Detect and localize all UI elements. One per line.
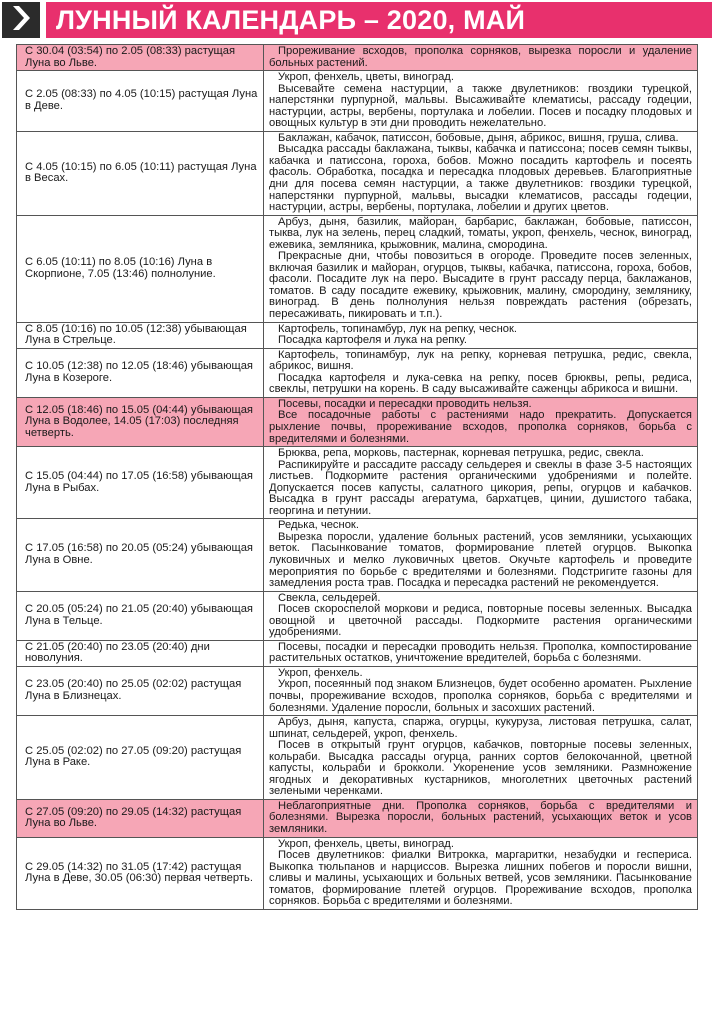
recommendation-paragraph: Посевы, посадки и пересадки проводить нельзя. xyxy=(278,397,532,410)
recommendation-paragraph: Свекла, сельдерей. xyxy=(278,591,381,604)
period-cell: С 12.05 (18:46) по 15.05 (04:44) убывающая Луна в Водолее, 14.05 (17:03) последняя четверть. xyxy=(17,397,264,446)
period-cell: С 17.05 (16:58) по 20.05 (05:24) убывающая Луна в Овне. xyxy=(17,519,264,591)
lunar-calendar-table xyxy=(16,44,698,910)
table-row xyxy=(17,447,698,519)
recommendation-paragraph: Картофель, топинамбур, лук на репку, чеснок. xyxy=(278,322,518,335)
recommendation-cell xyxy=(264,348,698,397)
recommendation-paragraph: Арбуз, дыня, капуста, спаржа, огурцы, кукуруза, листовая петрушка, салат, шпинат, сельдерей, укроп, фенхель. xyxy=(269,716,692,740)
recommendation-paragraph: Брюква, репа, морковь, пастернак, корневая петрушка, редис, свекла. xyxy=(278,447,644,460)
period-cell: С 15.05 (04:44) по 17.05 (16:58) убывающая Луна в Рыбах. xyxy=(17,447,264,519)
recommendation-cell xyxy=(264,666,698,715)
table-row xyxy=(17,348,698,397)
page-header xyxy=(0,0,714,40)
table-row xyxy=(17,71,698,132)
period-cell: С 4.05 (10:15) по 6.05 (10:11) растущая Луна в Весах. xyxy=(17,131,264,215)
recommendation-paragraph: Неблагоприятные дни. Прополка сорняков, борьба с вредителями и болезнями. Вырезка поросли, больных растений, усыхающих веток и усов земляники. xyxy=(269,799,692,835)
recommendation-cell xyxy=(264,591,698,640)
recommendation-cell xyxy=(264,397,698,446)
recommendation-paragraph: Посадка картофеля и лука на репку. xyxy=(278,334,467,347)
recommendation-cell xyxy=(264,837,698,909)
period-cell: С 27.05 (09:20) по 29.05 (14:32) растущая Луна во Льве. xyxy=(17,799,264,837)
recommendation-cell xyxy=(264,322,698,348)
recommendation-paragraph: Укроп, посеянный под знаком Близнецов, будет особенно ароматен. Рыхление почвы, прореживание всходов, прополка сорняков, борьба с вредителями и болезнями. Удаление поросли, больных и засохших растений. xyxy=(269,678,692,714)
recommendation-cell xyxy=(264,799,698,837)
recommendation-cell xyxy=(264,640,698,666)
recommendation-paragraph: Все посадочные работы с растениями надо прекратить. Допускается рыхление почвы, прореживание всходов, прополка сорняков, борьба с вредителями и болезнями. xyxy=(269,409,692,445)
table-row xyxy=(17,837,698,909)
chevron-badge xyxy=(2,2,40,38)
recommendation-paragraph: Посев двулетников: фиалки Витрокка, маргаритки, незабудки и геспериса. Выкопка тюльпанов и нарциссов. Вырезка лишних побегов и поросли вишни, сливы и малины, усыхающих и больных ветвей, усов земляники. Пасынкование томатов, формирование плетей огурцов. Прореживание всходов, прополка сорняков. Борьба с вредителями и болезнями. xyxy=(269,849,692,908)
recommendation-paragraph: Укроп, фенхель, цветы, виноград. xyxy=(278,71,454,84)
recommendation-cell xyxy=(264,71,698,132)
recommendation-cell xyxy=(264,447,698,519)
period-cell: С 20.05 (05:24) по 21.05 (20:40) убывающая Луна в Тельце. xyxy=(17,591,264,640)
recommendation-paragraph: Высевайте семена настурции, а также двулетников: гвоздики турецкой, наперстянки пурпурной, мальвы. Высаживайте клематисы, рассаду годеции, настурции, астры, вербены, портулака и лобелии. Посев и посадку плодовых и овощных культур в эти дни проводить нежелательно. xyxy=(269,82,692,130)
recommendation-cell xyxy=(264,215,698,322)
table-row xyxy=(17,519,698,591)
table-row xyxy=(17,397,698,446)
recommendation-paragraph: Прекрасные дни, чтобы повозиться в огороде. Проведите посев зеленных, включая базилик и майоран, огурцов, тыквы, кабачка, патиссона, гороха, бобов, фасоли. Посадите лук на перо. Высадите в грунт рассаду перца, баклажанов, томатов. В саду посадите ежевику, крыжовник, малину, смородину, землянику, виноград. В день полнолуния нельзя повреждать растения (обрезать, пересаживать, пикировать и т.п.). xyxy=(269,250,692,321)
table-row xyxy=(17,215,698,322)
period-cell: С 21.05 (20:40) по 23.05 (20:40) дни новолуния. xyxy=(17,640,264,666)
table-row xyxy=(17,45,698,71)
recommendation-paragraph: Распикируйте и рассадите рассаду сельдерея и свеклы в фазе 3-5 настоящих листьев. Подкормите растения органическими удобрениями и полейте. Допускается посев капусты, салатного цикория, репы, огурцов и кабачков. Высадка в грунт рассады агератума, бархатцев, цинии, душистого табака, георгина и петунии. xyxy=(269,458,692,517)
period-cell: С 30.04 (03:54) по 2.05 (08:33) растущая Луна во Льве. xyxy=(17,45,264,71)
title-bar xyxy=(46,2,712,38)
period-cell: С 10.05 (12:38) по 12.05 (18:46) убывающая Луна в Козероге. xyxy=(17,348,264,397)
period-cell: С 25.05 (02:02) по 27.05 (09:20) растущая Луна в Раке. xyxy=(17,716,264,800)
period-cell: С 2.05 (08:33) по 4.05 (10:15) растущая Луна в Деве. xyxy=(17,71,264,132)
recommendation-paragraph: Вырезка поросли, удаление больных растений, усов земляники, усыхающих веток. Пасынкование томатов, формирование плетей огурцов. Выкопка луковичных и мелко луковичных цветов. Окучьте картофель и проведите мероприятия по борьбе с вредителями и болезнями. Подстригите газоны для замедления роста трав. Посадка и пересадка растений не рекомендуется. xyxy=(269,530,692,590)
recommendation-paragraph: Посевы, посадки и пересадки проводить нельзя. Прополка, компостирование растительных остатков, уничтожение вредителей, борьба с болезнями. xyxy=(269,640,692,665)
recommendation-paragraph: Посев в открытый грунт огурцов, кабачков, повторные посевы зеленных, кольраби. Высадка рассады огурца, ранних сортов белокочанной, цветной капусты, кольраби и брокколи. Укоренение усов земляники. Размножение ягодных и декоративных кустарников, многолетних цветочных растений зелеными черенками. xyxy=(269,739,692,798)
recommendation-paragraph: Прореживание всходов, прополка сорняков, вырезка поросли и удаление больных растений. xyxy=(269,45,692,69)
table-row xyxy=(17,666,698,715)
recommendation-paragraph: Укроп, фенхель. xyxy=(278,666,363,679)
period-cell: С 8.05 (10:16) по 10.05 (12:38) убывающая Луна в Стрельце. xyxy=(17,322,264,348)
recommendation-cell xyxy=(264,716,698,800)
table-row xyxy=(17,640,698,666)
recommendation-cell xyxy=(264,519,698,591)
table-row xyxy=(17,799,698,837)
table-row xyxy=(17,322,698,348)
period-cell: С 29.05 (14:32) по 31.05 (17:42) растущая Луна в Деве, 30.05 (06:30) первая четверть. xyxy=(17,837,264,909)
table-row xyxy=(17,591,698,640)
recommendation-paragraph: Высадка рассады баклажана, тыквы, кабачка и патиссона; посев семян тыквы, кабачка и патиссона, гороха, бобов. Можно посадить картофель и посеять фасоль. Обработка, посадка и пересадка плодовых деревьев. Благоприятные дни для посева семян настурции, а также двулетников: гвоздики турецкой, наперстянки пурпурной, мальвы, высадки клематисов, рассады годеции, настурции, астры, вербены, портулака, лобелии и других цветов. xyxy=(269,143,692,214)
chevron-right-icon xyxy=(10,4,32,37)
recommendation-paragraph: Посадка картофеля и лука-севка на репку, посев брюквы, репы, редиса, свеклы, петрушки на корень. В саду высаживайте саженцы абрикоса и вишни. xyxy=(269,371,692,396)
table-row xyxy=(17,131,698,215)
recommendation-cell xyxy=(264,131,698,215)
page-title: ЛУННЫЙ КАЛЕНДАРЬ – 2020, МАЙ xyxy=(56,4,526,35)
recommendation-paragraph: Редька, чеснок. xyxy=(278,519,359,532)
recommendation-paragraph: Укроп, фенхель, цветы, виноград. xyxy=(278,837,454,850)
recommendation-paragraph: Арбуз, дыня, базилик, майоран, барбарис, баклажан, бобовые, патиссон, тыква, лук на зелень, перец сладкий, томаты, укроп, фенхель, чеснок, виноград, ежевика, земляника, крыжовник, малина, смородина. xyxy=(269,215,692,251)
recommendation-paragraph: Картофель, топинамбур, лук на репку, корневая петрушка, редис, свекла, абрикос, вишня. xyxy=(269,348,692,373)
recommendation-cell xyxy=(264,45,698,71)
period-cell: С 23.05 (20:40) по 25.05 (02:02) растущая Луна в Близнецах. xyxy=(17,666,264,715)
period-cell: С 6.05 (10:11) по 8.05 (10:16) Луна в Скорпионе, 7.05 (13:46) полнолуние. xyxy=(17,215,264,322)
recommendation-paragraph: Баклажан, кабачок, патиссон, бобовые, дыня, абрикос, вишня, груша, слива. xyxy=(278,131,679,144)
table-row xyxy=(17,716,698,800)
recommendation-paragraph: Посев скороспелой моркови и редиса, повторные посевы зеленных. Высадка овощной и цветочной рассады. Подкормите растения органическими удобрениями. xyxy=(269,603,692,639)
